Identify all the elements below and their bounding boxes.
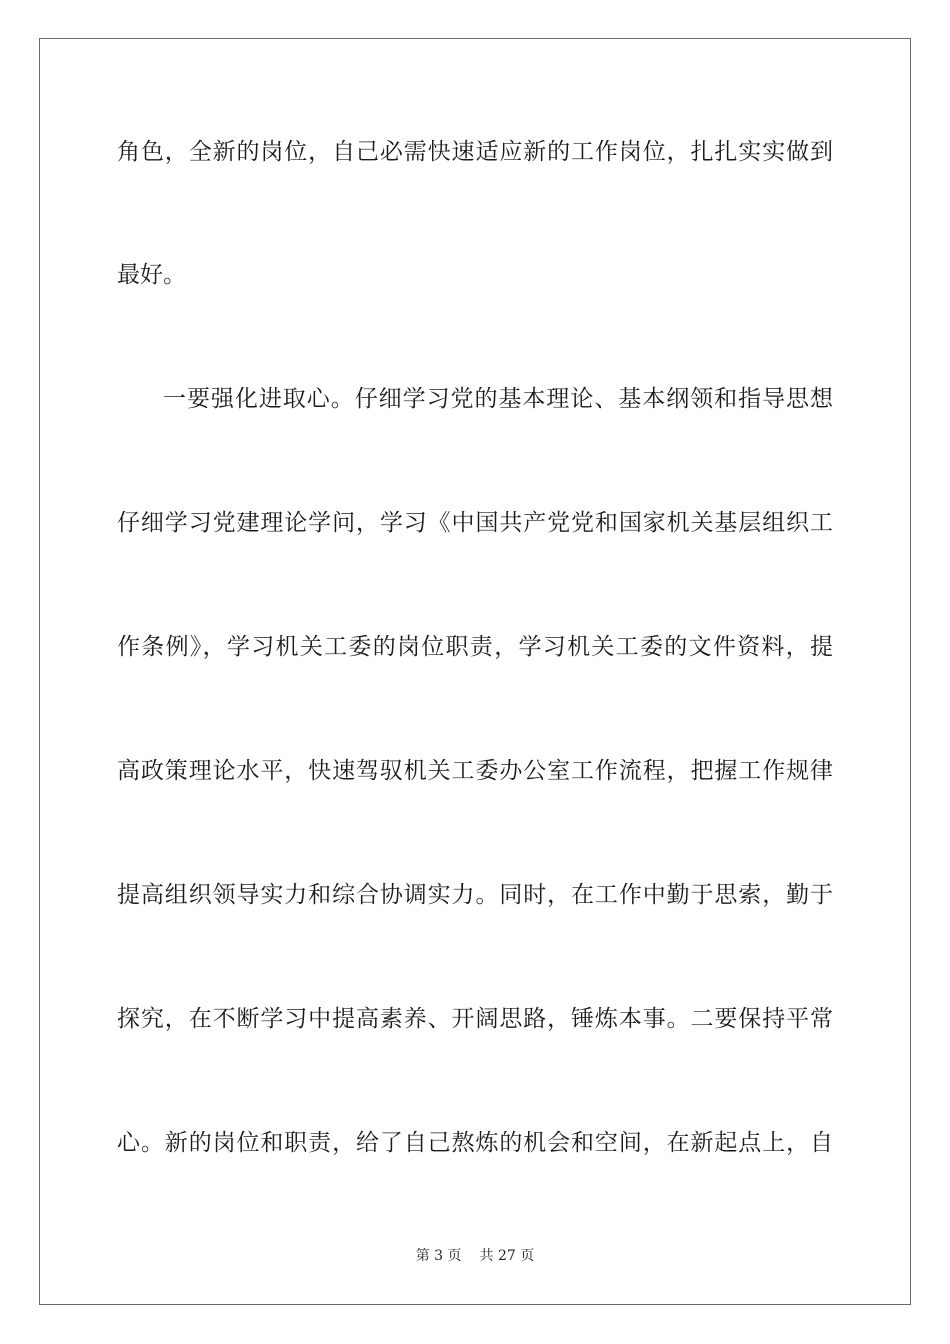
- body-line-2: 最好。: [117, 262, 186, 288]
- body-line-6: 高政策理论水平，快速驾驭机关工委办公室工作流程，把握工作规律: [117, 758, 833, 784]
- body-line-3: 一要强化进取心。仔细学习党的基本理论、基本纲领和指导思想: [163, 386, 833, 412]
- page-total: 共 27 页: [479, 1248, 535, 1264]
- page-footer: [0, 1247, 950, 1265]
- page-border: [39, 38, 911, 1305]
- body-line-9: 心。新的岗位和职责，给了自己熬炼的机会和空间，在新起点上，自: [117, 1130, 833, 1156]
- body-line-7: 提高组织领导实力和综合协调实力。同时，在工作中勤于思索，勤于: [117, 882, 833, 908]
- page-number: 第 3 页: [415, 1248, 462, 1264]
- body-line-4: 仔细学习党建理论学问，学习《中国共产党党和国家机关基层组织工: [117, 510, 833, 536]
- body-line-1: 角色，全新的岗位，自己必需快速适应新的工作岗位，扎扎实实做到: [117, 139, 833, 165]
- body-line-5: 作条例》，学习机关工委的岗位职责，学习机关工委的文件资料，提: [117, 634, 833, 660]
- body-line-8: 探究，在不断学习中提高素养、开阔思路，锤炼本事。二要保持平常: [117, 1006, 833, 1032]
